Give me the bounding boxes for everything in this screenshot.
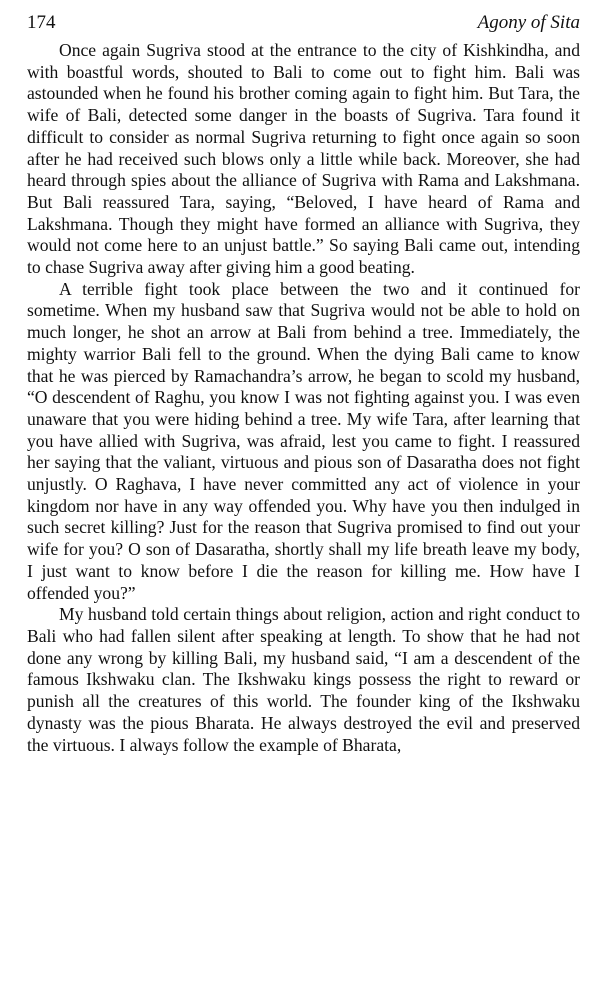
running-header (27, 12, 580, 36)
paragraph-3: My husband told certain things about religion, action and right conduct to Bali who had fallen silent after speaking at length. To show that he had not done any wrong by killing Bali, my husband said, “I am a descendent of the famous Ikshwaku clan. The Ikshwaku kings possess the right to reward or punish all the creatures of this world. The founder king of the Ikshwaku dynasty was the pious Bharata. He always destroyed the evil and preserved the virtuous. I always follow the example of Bharata, (27, 604, 580, 755)
body-text (27, 40, 580, 756)
paragraph-2: A terrible fight took place between the two and it continued for sometime. When my husband saw that Sugriva would not be able to hold on much longer, he shot an arrow at Bali from behind a tree. Immediately, the mighty warrior Bali fell to the ground. When the dying Bali came to know that he was pierced by Ramachandra’s arrow, he began to scold my husband, “O descendent of Raghu, you know I was not fighting against you. I was even unaware that you were hiding behind a tree. My wife Tara, after learning that you have allied with Sugriva, was afraid, lest you came to fight. I reassured her saying that the valiant, virtuous and pious son of Dasaratha does not fight unjustly. O Raghava, I have never committed any act of violence in your kingdom nor have in any way offended you. Why have you then indulged in such secret killing? Just for the reason that Sugriva promised to find out your wife for you? O son of Dasaratha, shortly shall my life breath leave my body, I just want to know before I die the reason for killing me. How have I offended you?” (27, 278, 580, 603)
book-title: Agony of Sita (477, 12, 580, 33)
paragraph-1: Once again Sugriva stood at the entrance to the city of Kishkindha, and with boastful words, shouted to Bali to come out to fight him. Bali was astounded when he found his brother coming again to fight him. But Tara, the wife of Bali, detected some danger in the boasts of Sugriva. Tara found it difficult to consider as normal Sugriva returning to fight once again so soon after he had received such blows only a little while back. Moreover, she had heard through spies about the alliance of Sugriva with Rama and Lakshmana. But Bali reassured Tara, saying, “Beloved, I have heard of Rama and Lakshmana. Though they might have formed an alliance with Sugriva, they would not come here to an unjust battle.” So saying Bali came out, intending to chase Sugriva away after giving him a good beating. (27, 40, 580, 278)
book-page (27, 12, 580, 756)
page-number: 174 (27, 12, 56, 33)
